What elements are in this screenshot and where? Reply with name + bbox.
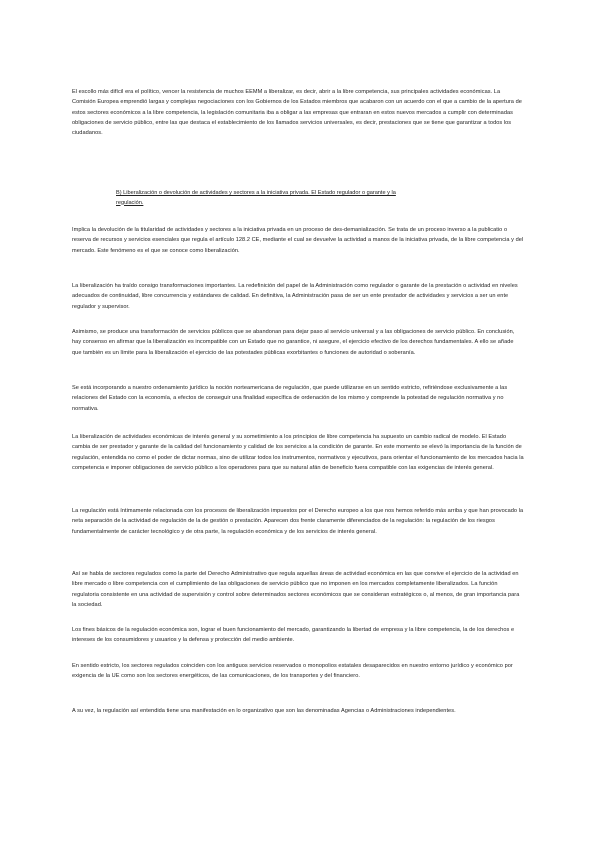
paragraph-transformaciones: La liberalización ha traído consigo transformaciones importantes. La redefinición del papel de la Administración como regulador o garante de la prestación o actividad en niveles adecuados de continuidad, libre concurrencia y estándares de calidad. En definitiva, la Administración pasa de ser un ente prestador de actividades y servicios a ser un ente regulador y supervisor. bbox=[72, 283, 518, 310]
paragraph-devolucion: Implica la devolución de la titularidad de actividades y sectores a la iniciativa privada en un proceso de des-demanialización. Se trata de un proceso inverso a la publicatio o reserva de recursos y servicios esenciales que regula el artículo 128.2 CE, mediante el cual se devuelve la actividad a manos de la iniciativa privada, de la libre competencia y del mercado. Este fenómeno es el que se conoce como liberalización. bbox=[72, 227, 524, 254]
paragraph-cambio-modelo: La liberalización de actividades económicas de interés general y su sometimiento a los principios de libre competencia ha supuesto un cambio radical de modelo. El Estado cambia de ser prestador y garante de la calidad del funcionamiento y calidad de los servicios a la condición de garante. En este momento se elevó la importancia de la función de regulación, entendida no como el poder de dictar normas, sino de utilizar todos los instrumentos, normativos y ejecutivos, para orientar el funcionamiento de los mercados hacia la competencia e imponer obligaciones de servicio público a los operadores para que su natural afán de beneficio fuera compatible con las exigencias de interés general. bbox=[72, 434, 524, 471]
paragraph-regulacion-nocion: Se está incorporando a nuestro ordenamiento jurídico la noción norteamericana de regulación, que puede utilizarse en un sentido estricto, refiriéndose exclusivamente a las relaciones del Estado con la economía, a efectos de conseguir una finalidad específica de ordenación de los mismo y comprende la potestad de regulación normativa y no normativa. bbox=[72, 385, 508, 412]
paragraph-intro: El escollo más difícil era el político, vencer la resistencia de muchos EEMM a liberalizar, es decir, abrir a la libre competencia, sus principales actividades económicas. La Comisión Europea emprendió largas y complejas negociaciones con los Gobiernos de los Estados miembros que acabaron con un acuerdo con el que a cambio de la apertura de estos sectores económicos a la libre competencia, la legislación comunitaria iba a obligar a las empresas que entraran en estos nuevos mercados a cumplir con determinadas obligaciones de servicio público, entre las que destaca el establecimiento de los llamados servicios universales, es decir, prestaciones que se tiene que garantizar a todos los ciudadanos. bbox=[72, 89, 522, 137]
paragraph-agencias: A su vez, la regulación así entendida tiene una manifestación en lo organizativo que son las denominadas Agencias o Administraciones independientes. bbox=[72, 708, 456, 714]
paragraph-fines-basicos: Los fines básicos de la regulación económica son, lograr el buen funcionamiento del mercado, garantizando la libertad de empresa y la libre competencia, la de los derechos e intereses de los consumidores y usuarios y la defensa y protección del medio ambiente. bbox=[72, 627, 515, 644]
paragraph-procesos-liberalizacion: La regulación está íntimamente relacionada con los procesos de liberalización impuestos por el Derecho europeo a los que nos hemos referido más arriba y que han provocado la neta separación de la actividad de regulación de la de gestión o prestación. Aparecen dos frente claramente diferenciados de la regulación: la regulación de los riesgos fundamentalmente de carácter tecnológico y de otra parte, la regulación económica y de los servicios de interés general. bbox=[72, 508, 524, 535]
paragraph-servicio-universal: Asimismo, se produce una transformación de servicios públicos que se abandonan para dejar paso al servicio universal y a las obligaciones de servicio público. En conclusión, hay consenso en afirmar que la liberalización es incompatible con un Estado que no garantice, ni asegure, el ejercicio efectivo de los derechos fundamentales. A ello se añade que también es un límite para la liberalización el ejercicio de las potestades públicas exorbitantes o funciones de autoridad o soberanía. bbox=[72, 329, 515, 356]
paragraph-sectores-regulados: Así se habla de sectores regulados como la parte del Derecho Administrativo que regula aquellas áreas de actividad económica en las que convive el ejercicio de la actividad en libre mercado o libre competencia con el cumplimiento de las obligaciones de servicio público que no imponen en los mercados completamente liberalizados. La función regulatoria consistente en una actividad de supervisión y control sobre determinados sectores económicos que se consideran estratégicos o, al menos, de gran importancia para la sociedad. bbox=[72, 571, 520, 608]
paragraph-sentido-estricto: En sentido estricto, los sectores regulados coinciden con los antiguos servicios reservados o monopolios estatales desaparecidos en nuestro entorno jurídico y económico por exigencia de la UE como son los sectores energéticos, de las comunicaciones, de los transportes y del financiero. bbox=[72, 663, 513, 680]
section-heading: B) Liberalización o devolución de actividades y sectores a la iniciativa privada. El Estado regulador o garante y la regulación. bbox=[116, 190, 396, 206]
